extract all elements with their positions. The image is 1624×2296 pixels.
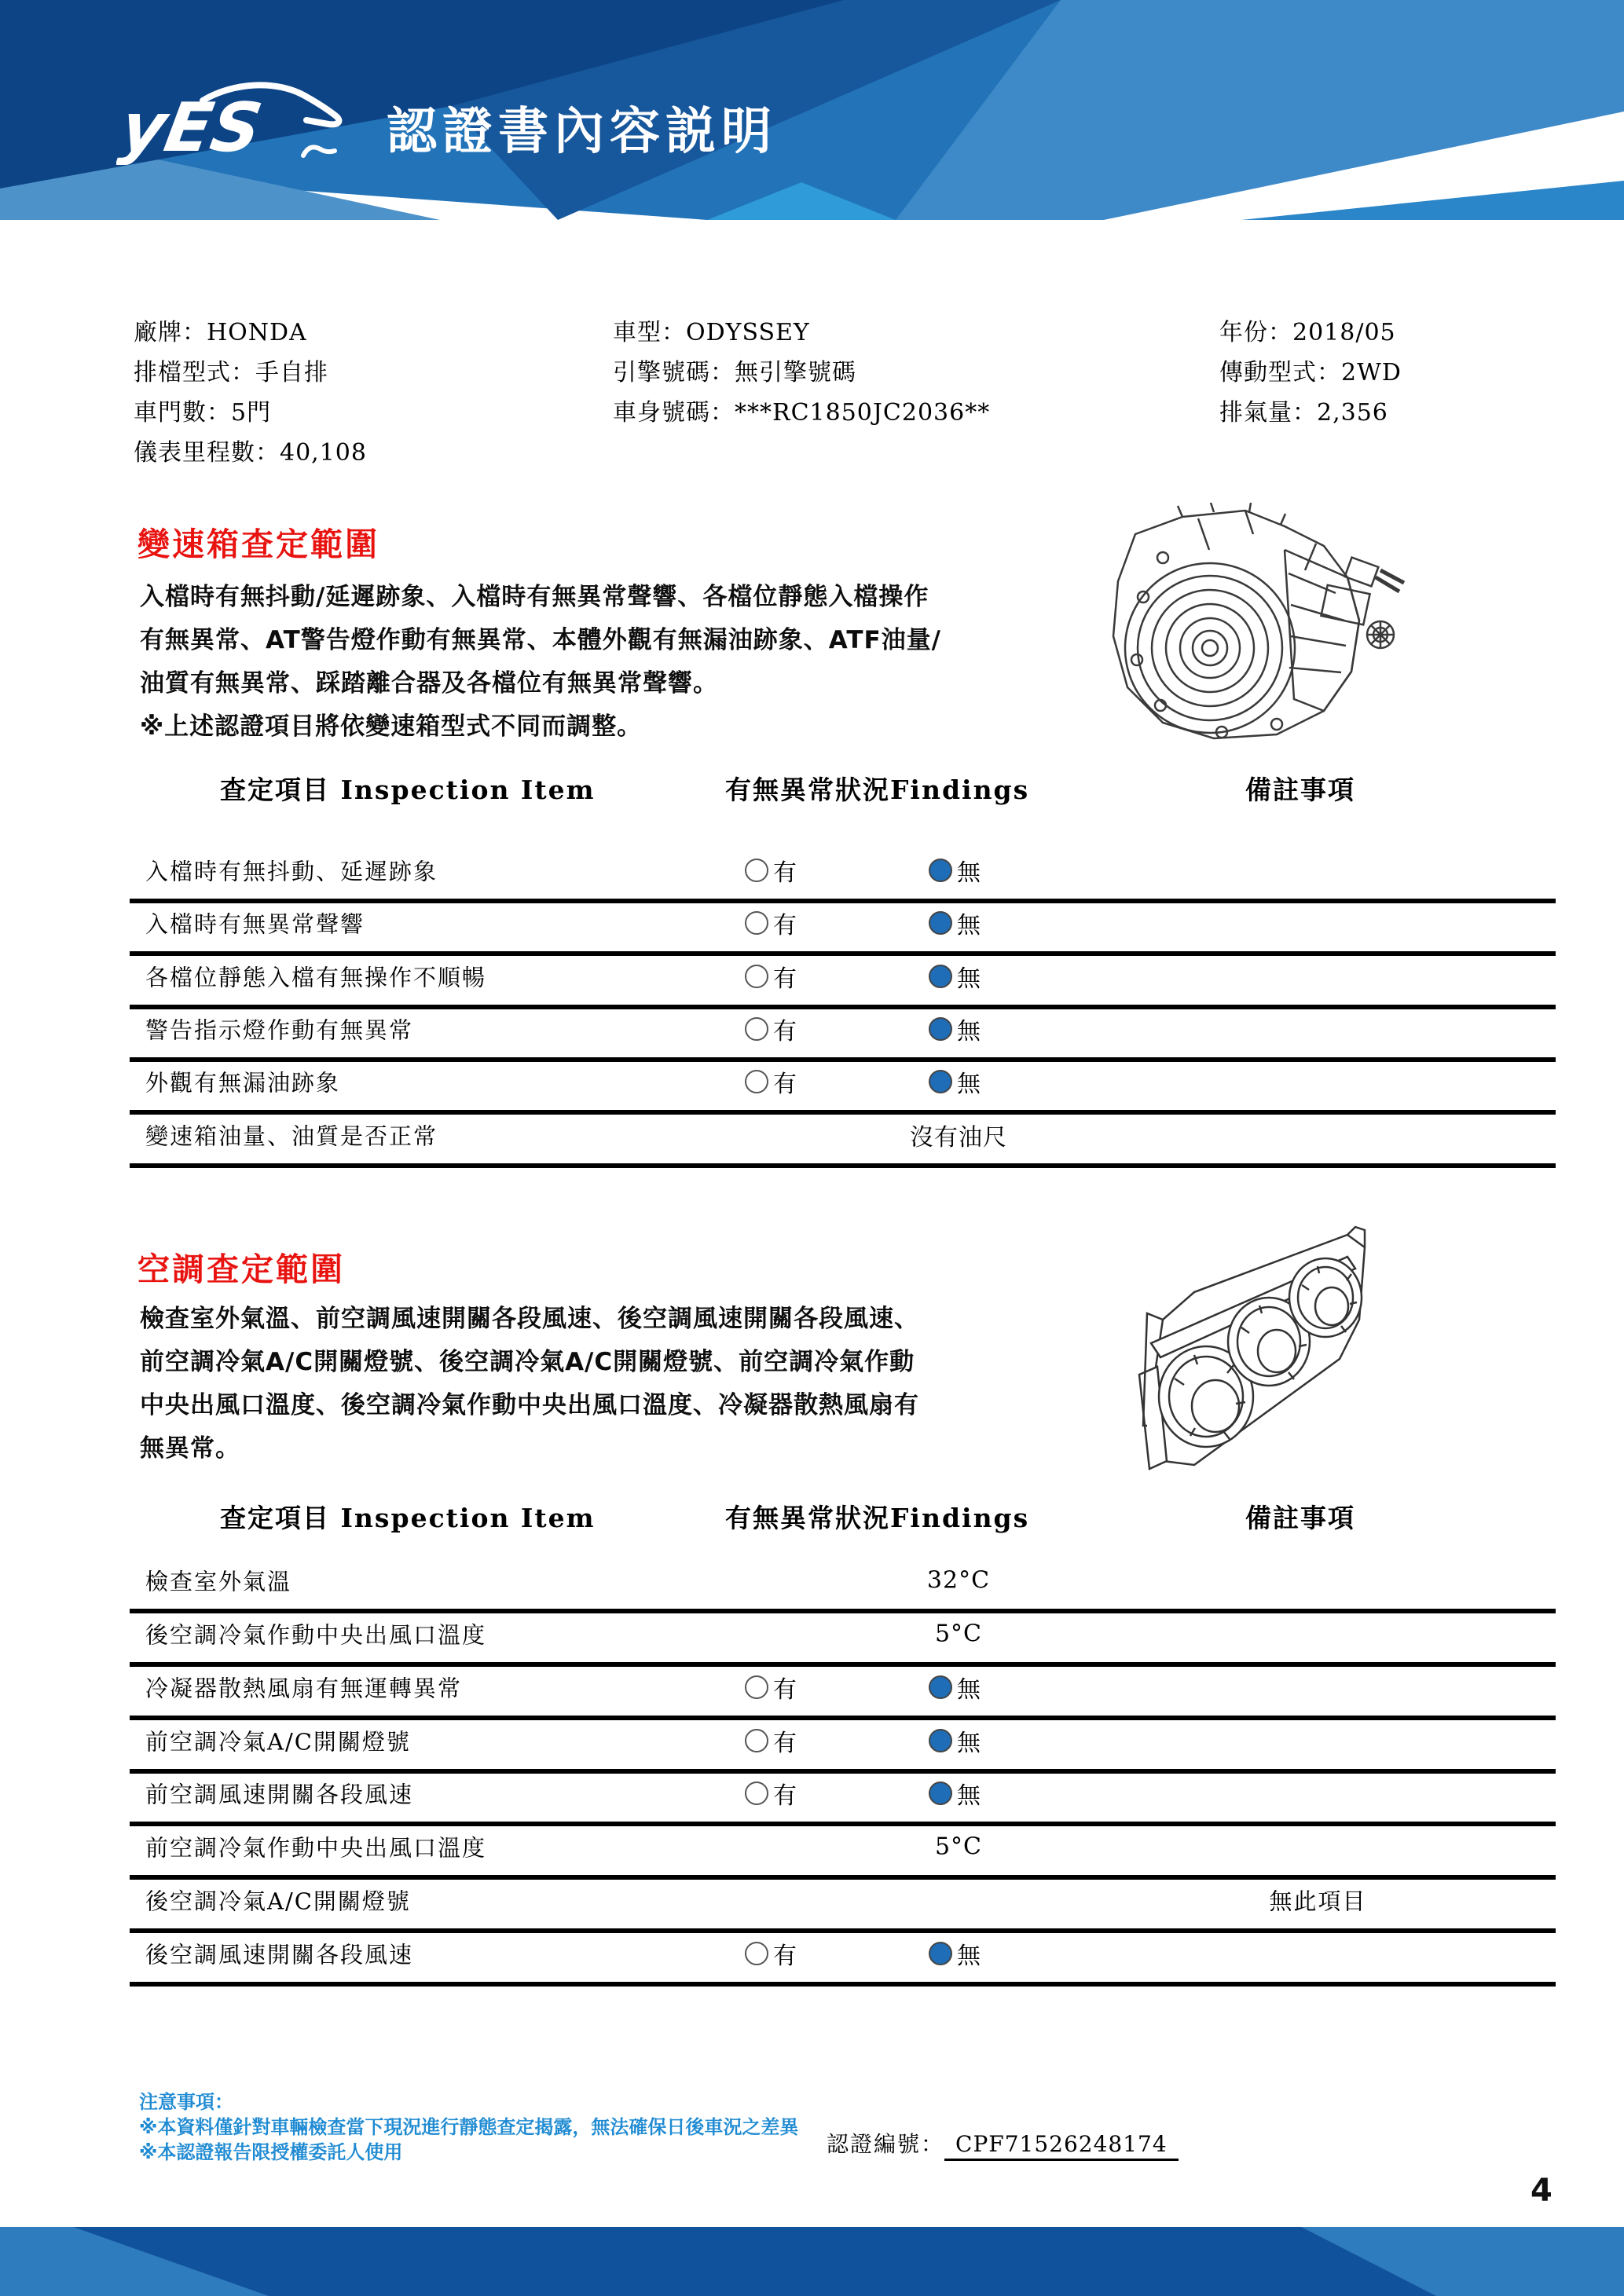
inspection-item-label: 各檔位靜態入檔有無操作不順暢 <box>145 964 487 991</box>
table-header-row <box>0 1498 1624 1534</box>
desc-line: 有無異常、AT警告燈作動有無異常、本體外觀有無漏油跡象、ATF油量/ <box>140 626 941 654</box>
radio-option-label: 有 <box>773 1729 797 1757</box>
radio-option-label: 無 <box>957 859 981 887</box>
ac-inspection-table <box>0 1485 1624 2003</box>
radio-option-label: 有 <box>773 965 797 993</box>
certificate-number-value: CPF71526248174 <box>944 2131 1179 2161</box>
radio-selected-icon[interactable] <box>929 1942 952 1965</box>
finding-text: 5°C <box>934 1620 983 1648</box>
radio-no-option[interactable] <box>929 1012 981 1046</box>
row-divider <box>130 1982 1556 1987</box>
finding-text: 32°C <box>926 1566 991 1595</box>
table-row <box>0 1557 1624 1604</box>
table-row <box>0 1823 1624 1870</box>
desc-line: 無異常。 <box>140 1434 240 1463</box>
column-header-item: 查定項目 Inspection Item <box>220 1503 596 1533</box>
radio-option-label: 有 <box>773 1017 797 1045</box>
certificate-number-label: 認證編號： <box>827 2131 945 2157</box>
radio-option-label: 無 <box>957 1729 981 1757</box>
page-number: 4 <box>1531 2173 1553 2209</box>
yes-logo <box>116 79 360 165</box>
certificate-number-line <box>827 2127 1179 2159</box>
note-line: ※本認證報告限授權委託人使用 <box>139 2141 403 2163</box>
desc-line: 中央出風口溫度、後空調冷氣作動中央出風口溫度、冷凝器散熱風扇有 <box>140 1391 919 1419</box>
info-line: 排氣量：2,356 <box>1219 399 1388 427</box>
inspection-item-label: 警告指示燈作動有無異常 <box>145 1016 414 1044</box>
radio-option-label: 有 <box>773 1942 797 1970</box>
finding-text: 沒有油尺 <box>910 1123 1007 1152</box>
table-header-row <box>0 770 1624 806</box>
radio-yes-option[interactable] <box>745 959 797 994</box>
car-front-squiggle-icon <box>303 147 335 156</box>
radio-no-option[interactable] <box>929 959 981 994</box>
table-row <box>0 1111 1624 1159</box>
radio-selected-icon[interactable] <box>929 1017 952 1041</box>
radio-unselected-icon[interactable] <box>745 859 768 882</box>
page-title: 認證書內容説明 <box>387 103 777 161</box>
radio-yes-option[interactable] <box>745 1670 797 1705</box>
radio-option-label: 有 <box>773 1782 797 1811</box>
info-line: 車型：ODYSSEY <box>613 319 810 346</box>
radio-option-label: 無 <box>957 1782 981 1811</box>
table-row <box>0 1664 1624 1711</box>
vehicle-info-column-2 <box>613 313 990 433</box>
vehicle-info-column-1 <box>134 313 367 473</box>
radio-no-option[interactable] <box>929 1670 981 1705</box>
inspection-item-label: 前空調冷氣作動中央出風口溫度 <box>145 1834 487 1862</box>
yes-logo-text: yES <box>116 89 268 165</box>
info-line: 年份：2018/05 <box>1219 319 1396 346</box>
radio-selected-icon[interactable] <box>929 1729 952 1752</box>
column-header-findings: 有無異常狀況Findings <box>725 774 1030 805</box>
radio-option-label: 無 <box>957 1675 981 1704</box>
footer-banner <box>0 2227 1624 2296</box>
row-divider <box>130 1163 1556 1168</box>
radio-unselected-icon[interactable] <box>745 1729 768 1752</box>
transmission-section-description <box>140 576 941 749</box>
table-row <box>0 953 1624 1000</box>
info-line: 廠牌：HONDA <box>134 319 307 346</box>
radio-option-label: 無 <box>957 1942 981 1970</box>
inspection-item-label: 變速箱油量、油質是否正常 <box>145 1122 438 1149</box>
table-row <box>0 1930 1624 1977</box>
radio-no-option[interactable] <box>929 906 981 940</box>
ac-section-title: 空調查定範圍 <box>137 1251 345 1288</box>
radio-unselected-icon[interactable] <box>745 1942 768 1965</box>
desc-line: ※上述認證項目將依變速箱型式不同而調整。 <box>140 712 643 741</box>
inspection-item-label: 冷凝器散熱風扇有無運轉異常 <box>145 1675 463 1702</box>
ac-control-panel-illustration <box>1120 1225 1387 1489</box>
notes-title: 注意事項： <box>139 2091 233 2113</box>
radio-option-label: 無 <box>957 1017 981 1045</box>
radio-selected-icon[interactable] <box>929 1675 952 1699</box>
radio-no-option[interactable] <box>929 1723 981 1758</box>
radio-selected-icon[interactable] <box>929 965 952 988</box>
radio-selected-icon[interactable] <box>929 1782 952 1805</box>
inspection-item-label: 前空調冷氣A/C開關燈號 <box>145 1728 411 1756</box>
inspection-item-label: 檢查室外氣溫 <box>145 1568 292 1595</box>
column-header-item: 查定項目 Inspection Item <box>220 774 596 805</box>
radio-unselected-icon[interactable] <box>745 911 768 935</box>
desc-line: 前空調冷氣A/C開關燈號、後空調冷氣A/C開關燈號、前空調冷氣作動 <box>140 1348 915 1376</box>
inspection-item-label: 前空調風速開關各段風速 <box>145 1781 414 1808</box>
radio-option-label: 無 <box>957 912 981 940</box>
radio-yes-option[interactable] <box>745 1723 797 1758</box>
table-row <box>0 1717 1624 1764</box>
info-line: 車身號碼：***RC1850JC2036** <box>613 399 991 427</box>
radio-yes-option[interactable] <box>745 1936 797 1971</box>
info-line: 引擎號碼：無引擎號碼 <box>613 359 856 386</box>
table-row <box>0 847 1624 894</box>
transmission-illustration <box>1088 503 1418 754</box>
radio-option-label: 無 <box>957 1071 981 1099</box>
radio-unselected-icon[interactable] <box>745 1675 768 1699</box>
table-row <box>0 1610 1624 1657</box>
table-row <box>0 1770 1624 1817</box>
radio-selected-icon[interactable] <box>929 859 952 882</box>
desc-line: 油質有無異常、踩踏離合器及各檔位有無異常聲響。 <box>140 669 718 698</box>
radio-yes-option[interactable] <box>745 1012 797 1046</box>
column-header-findings: 有無異常狀況Findings <box>725 1503 1030 1533</box>
table-row <box>0 1058 1624 1105</box>
desc-line: 入檔時有無抖動/延遲跡象、入檔時有無異常聲響、各檔位靜態入檔操作 <box>140 583 929 611</box>
inspection-item-label: 後空調風速開關各段風速 <box>145 1941 414 1968</box>
radio-unselected-icon[interactable] <box>745 1017 768 1041</box>
info-line: 傳動型式：2WD <box>1219 359 1402 386</box>
table-row <box>0 1877 1624 1924</box>
radio-selected-icon[interactable] <box>929 1070 952 1093</box>
finding-text: 5°C <box>934 1833 983 1861</box>
desc-line: 檢查室外氣溫、前空調風速開關各段風速、後空調風速開關各段風速、 <box>140 1305 919 1333</box>
radio-yes-option[interactable] <box>745 1064 797 1099</box>
ac-section-description <box>140 1298 919 1470</box>
inspection-item-label: 外觀有無漏油跡象 <box>145 1069 341 1097</box>
radio-no-option[interactable] <box>929 1064 981 1099</box>
table-row <box>0 1005 1624 1053</box>
column-header-remarks: 備註事項 <box>1245 774 1355 805</box>
info-line: 車門數：5門 <box>134 399 272 427</box>
radio-option-label: 有 <box>773 1675 797 1704</box>
vehicle-info-column-3 <box>1219 313 1402 433</box>
radio-yes-option[interactable] <box>745 853 797 888</box>
inspection-item-label: 後空調冷氣A/C開關燈號 <box>145 1888 411 1915</box>
radio-yes-option[interactable] <box>745 906 797 940</box>
radio-option-label: 有 <box>773 912 797 940</box>
radio-no-option[interactable] <box>929 853 981 888</box>
inspection-item-label: 入檔時有無異常聲響 <box>145 910 365 938</box>
radio-option-label: 有 <box>773 859 797 887</box>
radio-yes-option[interactable] <box>745 1776 797 1811</box>
footer-notes <box>139 2089 798 2165</box>
inspection-item-label: 後空調冷氣作動中央出風口溫度 <box>145 1621 487 1649</box>
radio-no-option[interactable] <box>929 1936 981 1971</box>
radio-no-option[interactable] <box>929 1776 981 1811</box>
info-line: 排檔型式：手自排 <box>134 359 328 386</box>
note-line: ※本資料僅針對車輛檢查當下現況進行靜態查定揭露，無法確保日後車況之差異 <box>139 2116 799 2138</box>
radio-unselected-icon[interactable] <box>745 1070 768 1093</box>
column-header-remarks: 備註事項 <box>1245 1503 1355 1533</box>
table-row <box>0 899 1624 947</box>
radio-option-label: 無 <box>957 965 981 993</box>
transmission-section-title: 變速箱查定範圍 <box>137 525 379 563</box>
radio-option-label: 有 <box>773 1071 797 1099</box>
inspection-item-label: 入檔時有無抖動、延遲跡象 <box>145 858 438 885</box>
radio-unselected-icon[interactable] <box>745 1782 768 1805</box>
info-line: 儀表里程數：40,108 <box>134 439 367 467</box>
radio-unselected-icon[interactable] <box>745 965 768 988</box>
radio-selected-icon[interactable] <box>929 911 952 935</box>
transmission-inspection-table <box>0 770 1624 1186</box>
remark-text: 無此項目 <box>1269 1888 1367 1915</box>
